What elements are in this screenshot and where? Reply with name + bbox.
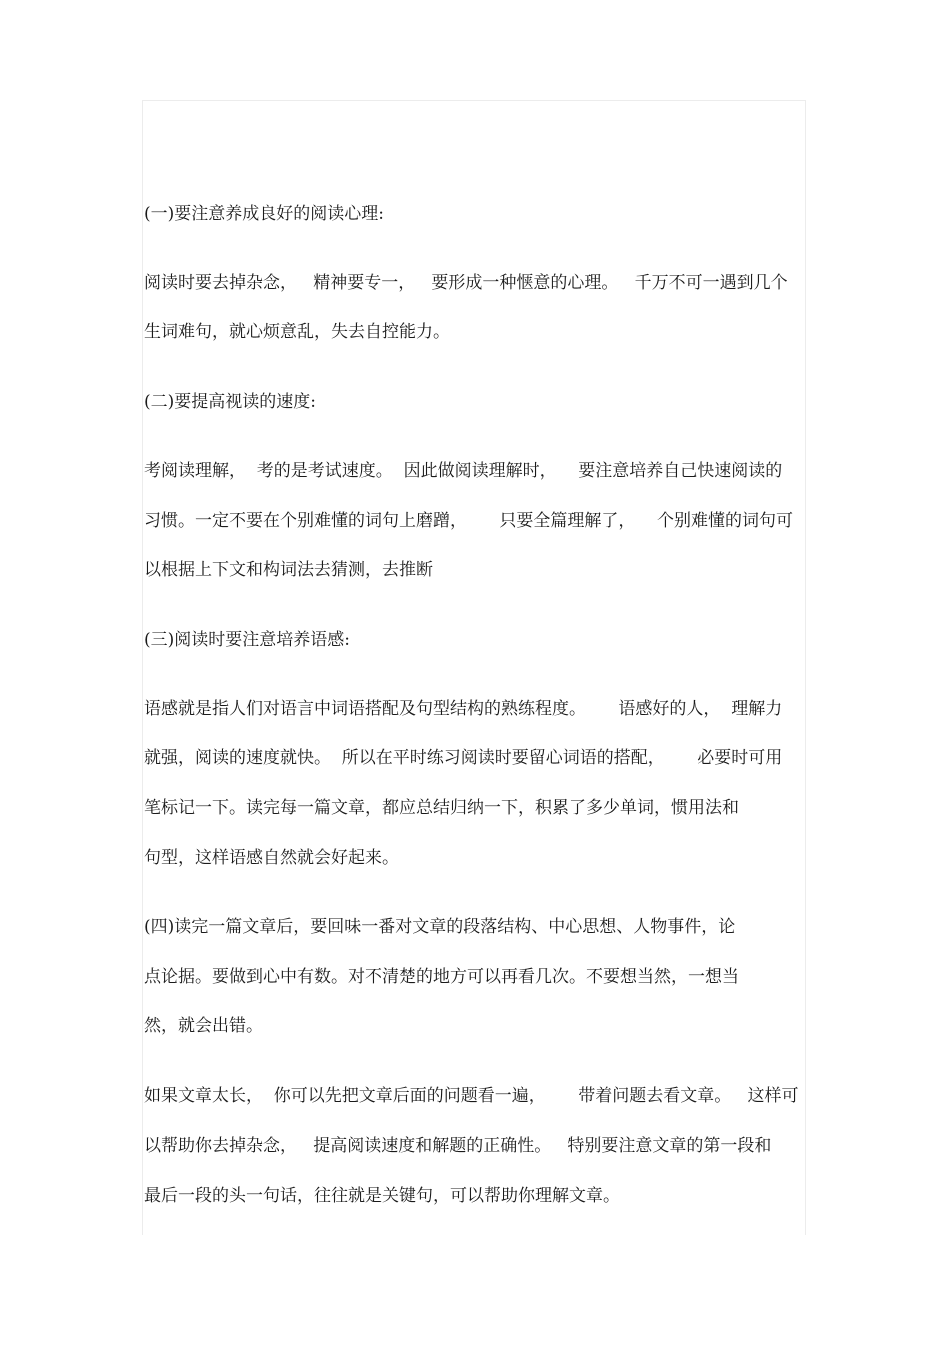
section-2-heading: (二)要提高视读的速度: bbox=[144, 392, 316, 412]
section-3-line-4: 句型，这样语感自然就会好起来。 bbox=[144, 848, 399, 868]
section-5-line-2: 以帮助你去掉杂念， 提高阅读速度和解题的正确性。 特别要注意文章的第一段和 bbox=[144, 1136, 772, 1156]
section-1-heading: (一)要注意养成良好的阅读心理: bbox=[144, 204, 384, 224]
section-5-line-1: 如果文章太长， 你可以先把文章后面的问题看一遍， 带着问题去看文章。 这样可 bbox=[144, 1086, 799, 1106]
section-4-line-3: 然，就会出错。 bbox=[144, 1016, 263, 1036]
section-3-line-3: 笔标记一下。读完每一篇文章，都应总结归纳一下，积累了多少单词，惯用法和 bbox=[144, 798, 739, 818]
section-5-line-3: 最后一段的头一句话，往往就是关键句，可以帮助你理解文章。 bbox=[144, 1186, 620, 1206]
section-1-line-2: 生词难句，就心烦意乱，失去自控能力。 bbox=[144, 322, 450, 342]
section-3-heading: (三)阅读时要注意培养语感: bbox=[144, 630, 350, 650]
section-4-line-2: 点论据。要做到心中有数。对不清楚的地方可以再看几次。不要想当然，一想当 bbox=[144, 967, 739, 987]
section-1-line-1: 阅读时要去掉杂念， 精神要专一， 要形成一种惬意的心理。 千万不可一遇到几个 bbox=[144, 273, 788, 293]
section-2-line-3: 以根据上下文和构词法去猜测，去推断 bbox=[144, 560, 433, 580]
section-3-line-1: 语感就是指人们对语言中词语搭配及句型结构的熟练程度。 语感好的人， 理解力 bbox=[144, 699, 783, 719]
section-2-line-2: 习惯。一定不要在个别难懂的词句上磨蹭， 只要全篇理解了， 个别难懂的词句可 bbox=[144, 511, 794, 531]
section-3-line-2: 就强，阅读的速度就快。 所以在平时练习阅读时要留心词语的搭配， 必要时可用 bbox=[144, 748, 783, 768]
section-4-line-1: (四)读完一篇文章后，要回味一番对文章的段落结构、中心思想、人物事件，论 bbox=[144, 917, 736, 937]
section-2-line-1: 考阅读理解， 考的是考试速度。 因此做阅读理解时， 要注意培养自己快速阅读的 bbox=[144, 461, 783, 481]
